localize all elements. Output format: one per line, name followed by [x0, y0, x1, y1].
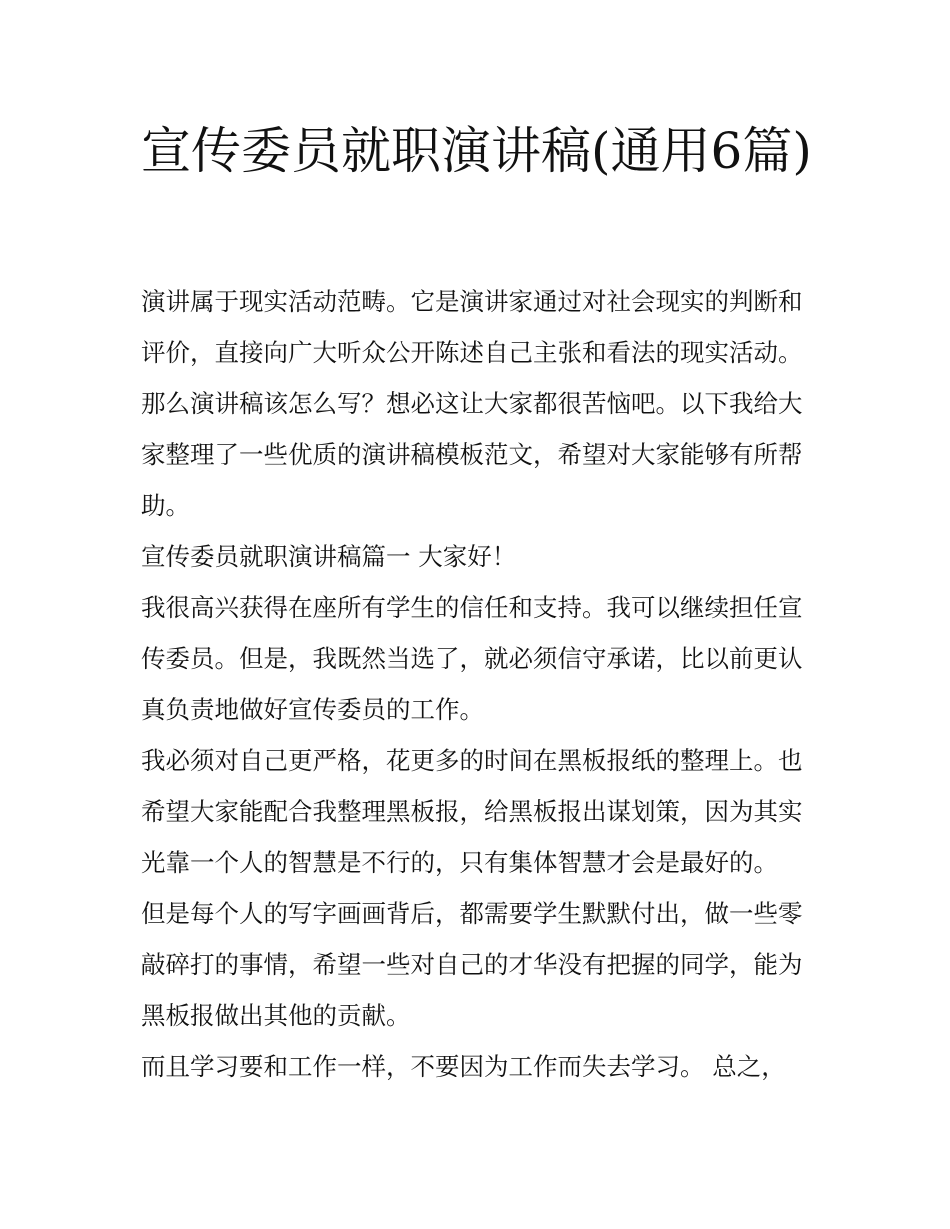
document-body — [141, 276, 821, 1092]
paragraph: 但是每个人的写字画画背后，都需要学生默默付出，做一些零敲碎打的事情，希望一些对自己的才华没有把握的同学，能为黑板报做出其他的贡献。 — [141, 899, 803, 1030]
paragraph-section-heading: 宣传委员就职演讲稿篇一 大家好！ — [141, 542, 517, 571]
paragraph-intro: 演讲属于现实活动范畴。它是演讲家通过对社会现实的判断和评价，直接向广大听众公开陈述自己主张和看法的现实活动。那么演讲稿该怎么写？想必这让大家都很苦恼吧。以下我给大家整理了一些优质的演讲稿模板范文，希望对大家能够有所帮助。 — [141, 287, 803, 520]
paragraph: 我必须对自己更严格，花更多的时间在黑板报纸的整理上。也希望大家能配合我整理黑板报，给黑板报出谋划策，因为其实光靠一个人的智慧是不行的，只有集体智慧才会是最好的。 — [141, 746, 803, 877]
paragraph: 而且学习要和工作一样，不要因为工作而失去学习。 总之， — [141, 1052, 786, 1081]
paragraph: 我很高兴获得在座所有学生的信任和支持。我可以继续担任宣传委员。但是，我既然当选了，就必须信守承诺，比以前更认真负责地做好宣传委员的工作。 — [141, 593, 803, 724]
document-title: 宣传委员就职演讲稿(通用6篇) — [141, 122, 812, 180]
